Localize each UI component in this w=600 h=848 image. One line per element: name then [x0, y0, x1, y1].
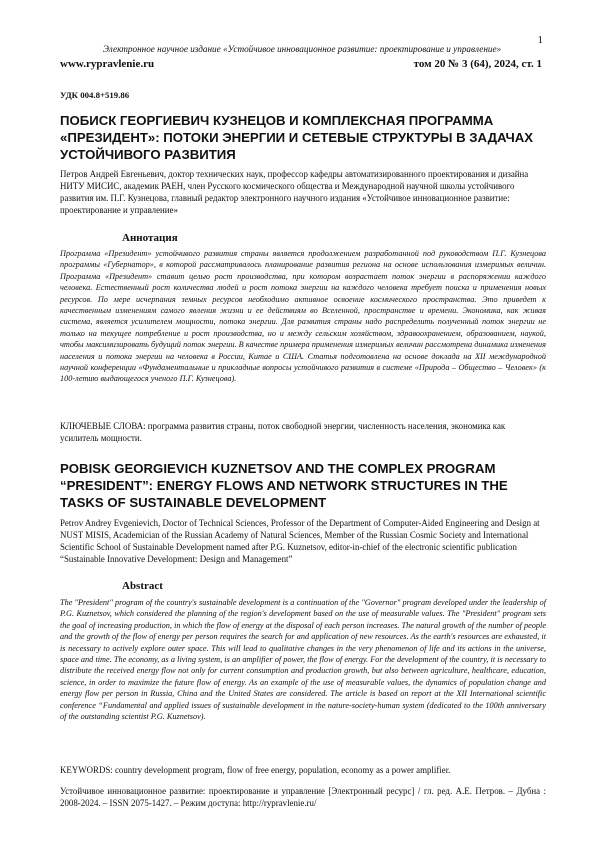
site-url: www.rypravlenie.ru [60, 58, 155, 70]
abstract-text: The "President" program of the country's sustainable development is a continuation of the "Governor" program developed under the leadership of P.G. Kuznetsov, which considered the planning of the region's development based on the use of measurable values. The "President" program sets the goal of increasing production, in which the flow of energy at the disposal of each person increases. The natural growth of the number of people and the growth of the flow of energy per person requires the search for and application of new resources. As the earth's resources are exhausted, it is necessary to actively explore outer space. This will lead to qualitative changes in the very phenomenon of life and its actions in the universe, space and time. The economy, as a living system, is an amplifier of power, the flow of energy. For the development of the country, it is necessary to distribute the received energy flow not only for current consumption and production growth, but also between agriculture, healthcare, education, science, in order to maximize the future flow of energy. As an example of the use of measurable values, the dynamics of population change and energy flow per person in Russia, China and the United States are considered. The article is based on report at the XII International scientific conference “Fundamental and applied issues of sustainable development in the nature-society-human system (dedicated to the 100th anniversary of the outstanding scientist P.G. Kuznetsov). [60, 598, 546, 722]
author-info-russian: Петров Андрей Евгеньевич, доктор технических наук, профессор кафедры автоматизированного проектирования и дизайна НИТУ МИСИС, академик РАЕН, член Русского космического общества и Международной научной школы устойчивого развития им. П.Г. Кузнецова, главный редактор электронного научного издания «Устойчивое инновационное развитие: проектирование и управление» [60, 169, 529, 215]
title-english: POBISK GEORGIEVICH KUZNETSOV AND THE COMPLEX PROGRAM “PRESIDENT”: ENERGY FLOWS AND NETWORK STRUCTURES IN THE TASKS OF SUSTAINABLE DEVELOPMENT [60, 461, 508, 510]
journal-name: Электронное научное издание «Устойчивое инновационное развитие: проектирование и управление» [102, 44, 502, 54]
abstract-heading: Abstract [122, 580, 163, 592]
citation-footer: Устойчивое инновационное развитие: проектирование и управление [Электронный ресурс] / гл. ред. А.Е. Петров. – Дубна : 2008-2024. – ISSN 2075-1427. – Режим доступа: http://rypravlenie.ru/ [60, 786, 546, 808]
udk-code: УДК 004.8+519.86 [60, 90, 130, 100]
keywords-russian: КЛЮЧЕВЫЕ СЛОВА: программа развития страны, поток свободной энергии, численность населения, экономика как усилитель мощности. [60, 421, 506, 443]
annotation-text: Программа «Президент» устойчивого развития страны является продолжением разработанной под руководством П.Г. Кузнецова программы «Губернатор», в которой рассматривалось планирование развития региона на основе использования измеримых величин. Программа «Президент» ставит целью рост производства, при котором возрастает поток энергии в распоряжении каждого человека. Естественный рост количества людей и рост потока энергии на каждого человека требует поиска и применения новых ресурсов. По мере исчерпания земных ресурсов необходимо активное освоение космического пространства. Это приведет к качественным изменениям самого явления жизни и ее действиям во Вселенной, пространстве и времени. Экономика, как живая система, является усилителем мощности, потока энергии. Для развития страны надо распределить полученный поток энергии не только на текущее потребление и рост производства, но и между сельским хозяйством, здравоохранением, образованием, наукой, чтобы максимизировать будущий поток энергии. В качестве примера применения измеримых величин рассмотрена динамика изменения населения и потока энергии на человека в России, Китае и США. Статья подготовлена на основе доклада на XII международной научной конференции «Фундаментальные и прикладные вопросы устойчивого развития в системе «Природа – Общество – Человек» (к 100-летию выдающегося ученого П.Г. Кузнецова). [60, 249, 546, 384]
annotation-heading: Аннотация [122, 232, 178, 244]
keywords-english: KEYWORDS: country development program, flow of free energy, population, economy as a power amplifier. [60, 765, 451, 775]
title-russian: ПОБИСК ГЕОРГИЕВИЧ КУЗНЕЦОВ И КОМПЛЕКСНАЯ ПРОГРАММА «ПРЕЗИДЕНТ»: ПОТОКИ ЭНЕРГИИ И СЕТЕВЫЕ СТРУКТУРЫ В ЗАДАЧАХ УСТОЙЧИВОГО РАЗВИТИЯ [60, 113, 534, 162]
author-info-english: Petrov Andrey Evgenievich, Doctor of Technical Sciences, Professor of the Department of Computer-Aided Engineering and Design at NUST MISIS, Academician of the Russian Academy of Natural Sciences, Member of the Russian Cosmic Society and International Scientific School of Sustainable Development named after P.G. Kuznetsov, editor-in-chief of the electronic scientific publication “Sustainable Innovative Development: Design and Management” [60, 518, 540, 564]
page-number: 1 [537, 34, 543, 46]
issue-info: том 20 № 3 (64), 2024, ст. 1 [413, 58, 542, 70]
